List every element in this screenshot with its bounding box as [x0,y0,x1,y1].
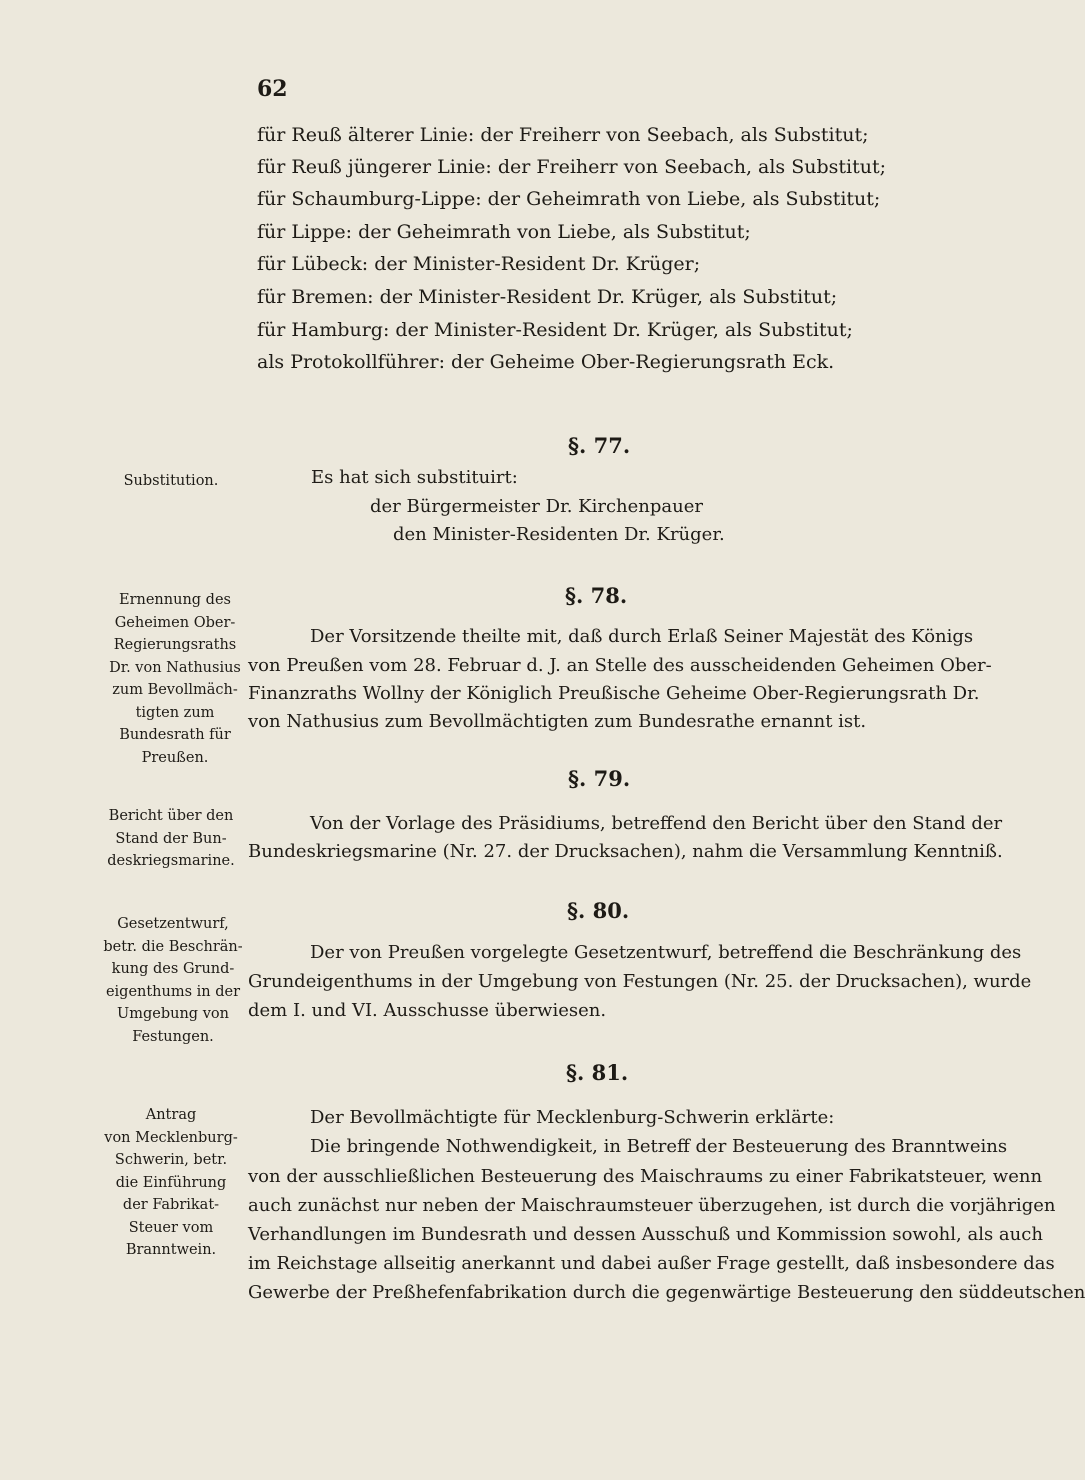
section-78-line: von Nathusius zum Bevollmächtigten zum Bundesrathe ernannt ist. [248,711,867,732]
margin-note-line: kung des Grund- [111,961,235,977]
section-80-line: Grundeigenthums in der Umgebung von Festungen (Nr. 25. der Drucksachen), wurde [248,971,1032,992]
margin-note-line: Festungen. [132,1028,214,1045]
margin-note-line: Branntwein. [125,1242,217,1258]
margin-note-line: zum Bevollmäch- [112,682,238,698]
section-78-line: Der Vorsitzende theilte mit, daß durch Erlaß Seiner Majestät des Königs [310,626,974,647]
margin-note-line: Umgebung von [117,1006,229,1022]
margin-note-line: Antrag [145,1107,197,1123]
section-heading-80: §. 80. [567,898,630,923]
margin-note-line: die Einführung [115,1174,227,1191]
margin-note-line: Substitution. [123,473,219,489]
attendance-line: für Reuß jüngerer Linie: der Freiherr von Seebach, als Substitut; [257,156,887,178]
margin-note-line: betr. die Beschrän- [103,938,243,955]
section-79-line: Von der Vorlage des Präsidiums, betreffend den Bericht über den Stand der [310,813,1003,834]
margin-note-line: Steuer vom [128,1219,214,1236]
page-number: 62 [257,76,288,102]
section-81-line: Verhandlungen im Bundesrath und dessen Ausschuß und Kommission sowohl, als auch [248,1224,1043,1245]
margin-note-line: Bundesrath für [119,727,231,743]
margin-note-78 [100,589,250,769]
section-81-line: im Reichstage allseitig anerkannt und dabei außer Frage gestellt, daß insbesondere das [248,1253,1055,1274]
section-heading-79: §. 79. [568,766,631,791]
section-77-line: der Bürgermeister Dr. Kirchenpauer [370,496,703,517]
section-81-line: auch zunächst nur neben der Maischraumsteuer überzugehen, ist durch die vorjährigen [248,1195,1056,1216]
margin-note-line: Regierungsraths [113,637,237,653]
margin-note-line: Ernennung des [119,592,231,608]
section-81-line: Der Bevollmächtigte für Mecklenburg-Schwerin erklärte: [310,1107,835,1128]
margin-note-line: Schwerin, betr. [114,1152,228,1168]
section-81-line: Die bringende Nothwendigkeit, in Betreff der Besteuerung des Branntweins [310,1136,1008,1157]
section-77-line: den Minister-Residenten Dr. Krüger. [393,524,725,545]
section-heading-77: §. 77. [568,433,631,458]
section-78-line: von Preußen vom 28. Februar d. J. an Stelle des ausscheidenden Geheimen Ober- [248,655,992,676]
attendance-line: als Protokollführer: der Geheime Ober-Regierungsrath Eck. [257,351,835,373]
margin-note-line: deskriegsmarine. [107,853,235,869]
margin-note-80 [98,913,248,1048]
section-80-line: dem I. und VI. Ausschusse überwiesen. [248,1000,607,1021]
attendance-line: für Lübeck: der Minister-Resident Dr. Krüger; [257,253,701,275]
margin-note-line: eigenthums in der [105,983,241,1000]
section-80-line: Der von Preußen vorgelegte Gesetzentwurf, betreffend die Beschränkung des [310,942,1022,963]
margin-note-81 [96,1104,246,1262]
section-heading-78: §. 78. [565,583,628,608]
attendance-line: für Hamburg: der Minister-Resident Dr. Krüger, als Substitut; [257,319,853,341]
attendance-line: für Schaumburg-Lippe: der Geheimrath von Liebe, als Substitut; [257,188,881,210]
attendance-line: für Lippe: der Geheimrath von Liebe, als Substitut; [257,221,751,243]
margin-note-line: Gesetzentwurf, [117,916,229,932]
margin-note-79 [96,805,246,873]
attendance-line: für Bremen: der Minister-Resident Dr. Krüger, als Substitut; [257,286,838,308]
section-81-line: von der ausschließlichen Besteuerung des Maischraums zu einer Fabrikatsteuer, wenn [248,1166,1043,1187]
margin-note-77 [96,470,246,493]
margin-note-line: der Fabrikat- [122,1197,220,1213]
section-77-line: Es hat sich substituirt: [311,467,518,488]
margin-note-line: Preußen. [141,749,209,766]
margin-note-line: Dr. von Nathusius [109,659,241,676]
margin-note-line: Bericht über den [108,808,234,824]
section-78-line: Finanzraths Wollny der Königlich Preußische Geheime Ober-Regierungsrath Dr. [248,683,980,704]
margin-note-line: Stand der Bun- [115,830,227,847]
margin-note-line: tigten zum [135,704,215,721]
margin-note-line: Geheimen Ober- [114,614,236,631]
section-79-line: Bundeskriegsmarine (Nr. 27. der Drucksachen), nahm die Versammlung Kenntniß. [248,841,1003,862]
attendance-line: für Reuß älterer Linie: der Freiherr von Seebach, als Substitut; [257,124,869,146]
margin-note-line: von Mecklenburg- [104,1129,238,1146]
section-81-line: Gewerbe der Preßhefenfabrikation durch die gegenwärtige Besteuerung den süddeutschen [248,1282,1085,1303]
section-heading-81: §. 81. [566,1060,629,1085]
